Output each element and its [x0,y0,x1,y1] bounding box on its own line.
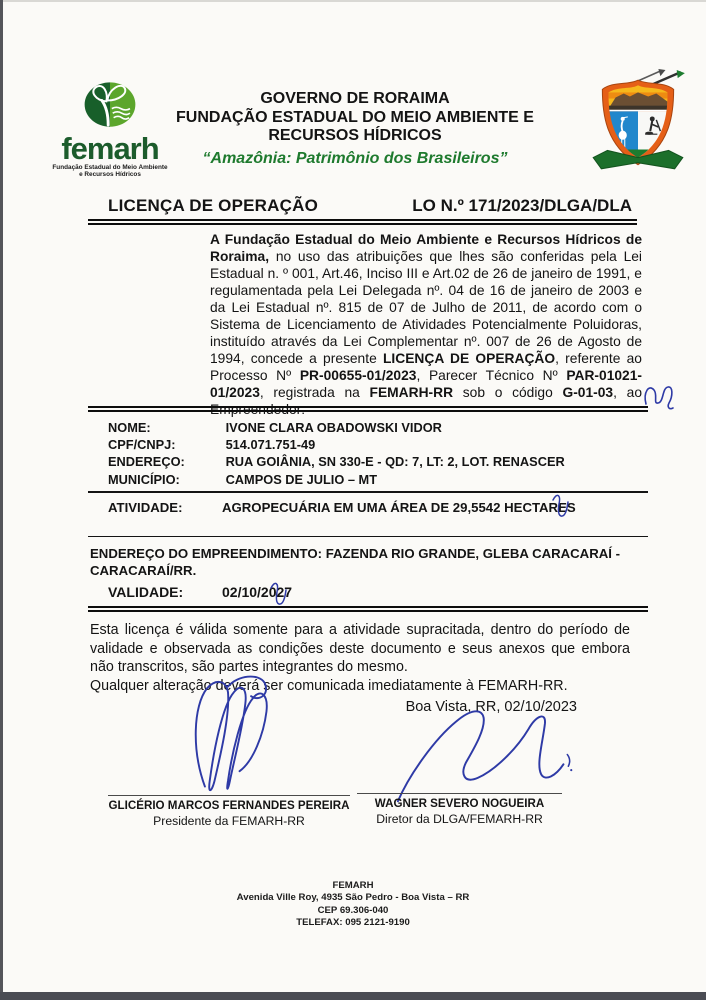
scan-edge-top [0,0,706,2]
signature-ink-right [392,700,582,812]
signatory-role-left: Presidente da FEMARH-RR [153,814,305,828]
signature-line-left [108,795,350,796]
validity-label: VALIDADE: [108,584,184,600]
field-row-nome [108,419,565,436]
enterprise-address-value: FAZENDA RIO GRANDE, GLEBA CARACARAÍ - CARACARAÍ/RR. [90,546,620,578]
signatory-role-right: Diretor da DLGA/FEMARH-RR [376,812,543,826]
rule-below-validity [88,606,648,612]
footer-address: Avenida Ville Roy, 4935 São Pedro - Boa Vista – RR [236,892,470,904]
roraima-coat-of-arms [588,68,688,180]
closing-text [90,621,630,695]
field-label: CPF/CNPJ: [108,437,176,453]
scan-edge-left [0,0,3,1000]
org-name-line1: GOVERNO DE RORAIMA [260,90,450,107]
org-name-line3: RECURSOS HÍDRICOS [268,127,442,145]
field-value: IVONE CLARA OBADOWSKI VIDOR [225,420,442,435]
field-value: RUA GOIÂNIA, SN 330-E - QD: 7, LT: 2, LOT. RENASCER [225,454,565,470]
logo-tagline-line2: e Recursos Hídricos [79,171,141,179]
validity-value: 02/10/2027 [222,584,293,600]
footer-org: FEMARH [332,880,374,891]
logo-tagline-line1: Fundação Estadual do Meio Ambiente [52,164,168,171]
footer-cep: CEP 69.306-040 [317,904,389,916]
rule-below-activity [88,536,648,537]
enterprise-address [90,546,656,579]
enterprise-address-label: ENDEREÇO DO EMPREENDIMENTO: [90,546,323,561]
footer-telefax: TELEFAX: 095 2121-9190 [296,917,410,929]
field-row-endereco [108,453,565,470]
document-footer [123,880,583,930]
holder-fields [108,419,565,488]
scan-edge-bottom [0,992,706,1000]
ink-paraph-validity [265,578,291,608]
field-label: NOME: [108,420,151,435]
rule-above-fields [88,406,648,412]
activity-label: ATIVIDADE: [108,500,183,515]
org-name-line2: FUNDAÇÃO ESTADUAL DO MEIO AMBIENTE E [176,108,534,126]
field-row-municipio [108,471,565,488]
preamble-paragraph: A Fundação Estadual do Meio Ambiente e Recursos Hídricos de Roraima, no uso das atribuições que lhes são conferidas pela Lei Estadual n. º 001, Art.46, Inciso III e Art.02 de 26 de janeiro de 1991, e regulamentada pela Lei Delegada nº. 04 de 16 de janeiro de 2003 e da Lei Estadual nº. 815 de 07 de Julho de 2011, de acordo com o Sistema de Licenciamento de Atividades Potencialmente Poluidoras, instituído através da Lei Complementar nº. 007 de 26 de Agosto de 1994, concede a presente LICENÇA DE OPERAÇÃO, referente ao Processo Nº PR-00655-01/2023, Parecer Técnico Nº PAR-01021-01/2023, registrada na FEMARH-RR sob o código G-01-03, ao Empreendedor: [210,232,642,417]
signature-ink-left [178,672,303,804]
license-number: LO N.º 171/2023/DLGA/DLA [412,196,632,215]
org-motto: “Amazônia: Patrimônio dos Brasileiros” [202,149,508,167]
field-value: 514.071.751-49 [225,437,316,453]
signature-line-right [357,793,562,794]
signatory-name-right: WAGNER SEVERO NOGUEIRA [374,797,545,810]
field-label: MUNICÍPIO: [108,471,180,487]
ink-paraph-activity [548,490,572,520]
license-title: LICENÇA DE OPERAÇÃO [108,196,319,215]
activity-value: AGROPECUÁRIA EM UMA ÁREA DE 29,5542 HECTARES [222,500,576,515]
rule-under-title [88,219,637,225]
signatory-name-left: GLICÉRIO MARCOS FERNANDES PEREIRA [108,799,350,812]
logo-wordmark: femarh [61,131,159,166]
femarh-leaf-icon [81,80,139,130]
closing-paragraph-1: Esta licença é válida somente para a atividade supracitada, dentro do período de validade e observada as condições deste documento e seus anexos que embora não transcritos, são partes integrantes do mesmo. [90,622,630,676]
letterhead [150,90,560,168]
closing-paragraph-2: Qualquer alteração deverá ser comunicada imediatamente à FEMARH-RR. [90,677,568,694]
field-value: CAMPOS DE JULIO – MT [225,471,378,487]
place-dateline: Boa Vista, RR, 02/10/2023 [405,699,577,715]
field-row-cpf [108,436,565,453]
field-label: ENDEREÇO: [108,454,185,470]
